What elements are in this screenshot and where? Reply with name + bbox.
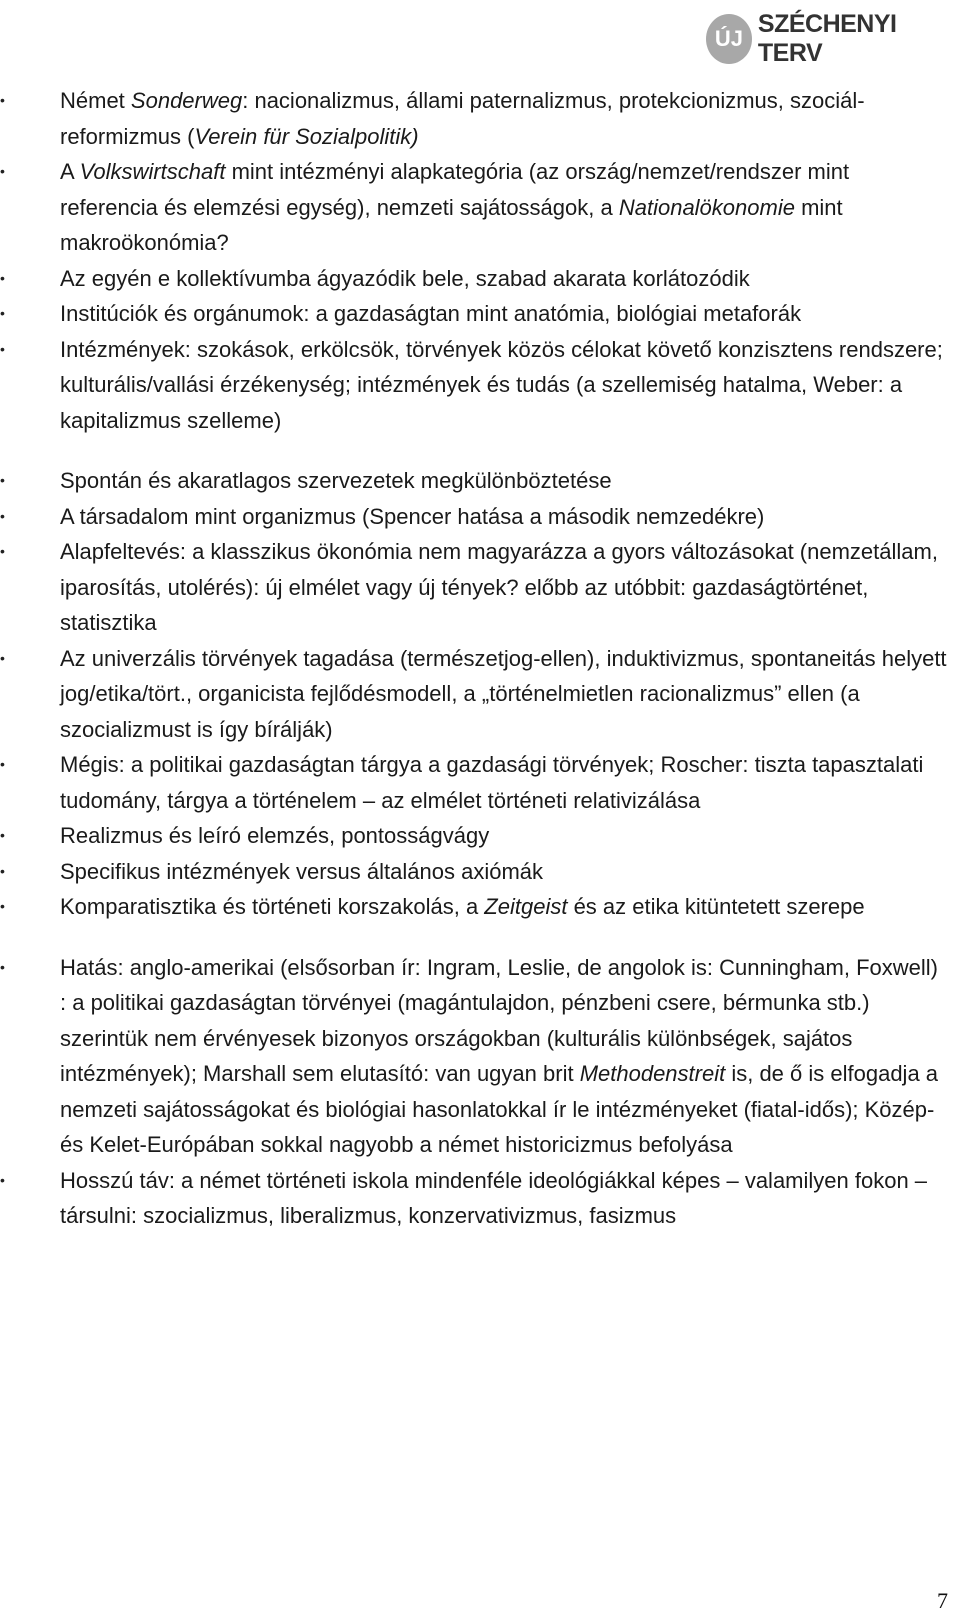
list-item: • Hatás: anglo-amerikai (elsősorban ír: Ingram, Leslie, de angolok is: Cunningham, Foxwell) : a politikai gazdaságtan törvényei (magántulajdon, pénzbeni csere, bérmunka stb.) szerintük nem érvényesek bizonyos országokban (kulturális különbségek, sajátos intézmények); Marshall sem elutasító: van ugyan brit Methodenstreit is, de ő is elfogadja a nemzeti sajátosságokat és biológiai hasonlatokkal ír le intézményeket (fiatal-idős); Közép- és Kelet-Európában sokkal nagyobb a német historicizmus befolyása xyxy=(0,950,960,1163)
list-item: • Alapfeltevés: a klasszikus ökonómia nem magyarázza a gyors változásokat (nemzetállam, iparosítás, utolérés): új elmélet vagy új tények? előbb az utóbbit: gazdaságtörténet, statisztika xyxy=(0,534,960,641)
logo-mark: ÚJ xyxy=(706,14,752,64)
list-item: • Intézmények: szokások, erkölcsök, törvények közös célokat követő konzisztens rendszere; kulturális/vallási érzékenység; intézmények és tudás (a szellemiség hatalma, Weber: a kapitalizmus szelleme) xyxy=(0,332,960,439)
list-item: • A társadalom mint organizmus (Spencer hatása a második nemzedékre) xyxy=(0,499,960,535)
list-item: • Német Sonderweg: nacionalizmus, állami paternalizmus, protekcionizmus, szociál-reformizmus (Verein für Sozialpolitik) xyxy=(0,83,960,154)
list-item: • Spontán és akaratlagos szervezetek megkülönböztetése xyxy=(0,463,960,499)
section-gap xyxy=(0,925,960,950)
szechenyi-terv-logo xyxy=(706,0,960,78)
page-number: 7 xyxy=(937,1588,948,1613)
list-item: • Institúciók és orgánumok: a gazdaságtan mint anatómia, biológiai metaforák xyxy=(0,296,960,332)
list-item: • Hosszú táv: a német történeti iskola mindenféle ideológiákkal képes – valamilyen fokon – társulni: szocializmus, liberalizmus, konzervativizmus, fasizmus xyxy=(0,1163,960,1234)
list-item: • Specifikus intézmények versus általános axiómák xyxy=(0,854,960,890)
bullet-list xyxy=(0,83,960,1234)
list-item: • Az univerzális törvények tagadása (természetjog-ellen), induktivizmus, spontaneitás helyett jog/etika/tört., organicista fejlődésmodell, a „történelmietlen racionalizmus” ellen (a szocializmust is így bírálják) xyxy=(0,641,960,748)
list-item: • Mégis: a politikai gazdaságtan tárgya a gazdasági törvények; Roscher: tiszta tapasztalati tudomány, tárgya a történelem – az elmélet történeti relativizálása xyxy=(0,747,960,818)
list-item: • A Volkswirtschaft mint intézményi alapkategória (az ország/nemzet/rendszer mint referencia és elemzési egység), nemzeti sajátosságok, a Nationalökonomie mint makroökonómia? xyxy=(0,154,960,261)
list-item: • Az egyén e kollektívumba ágyazódik bele, szabad akarata korlátozódik xyxy=(0,261,960,297)
section-gap xyxy=(0,438,960,463)
logo-text: SZÉCHENYI TERV xyxy=(757,10,897,67)
list-item: • Realizmus és leíró elemzés, pontosságvágy xyxy=(0,818,960,854)
list-item: • Komparatisztika és történeti korszakolás, a Zeitgeist és az etika kitüntetett szerepe xyxy=(0,889,960,925)
